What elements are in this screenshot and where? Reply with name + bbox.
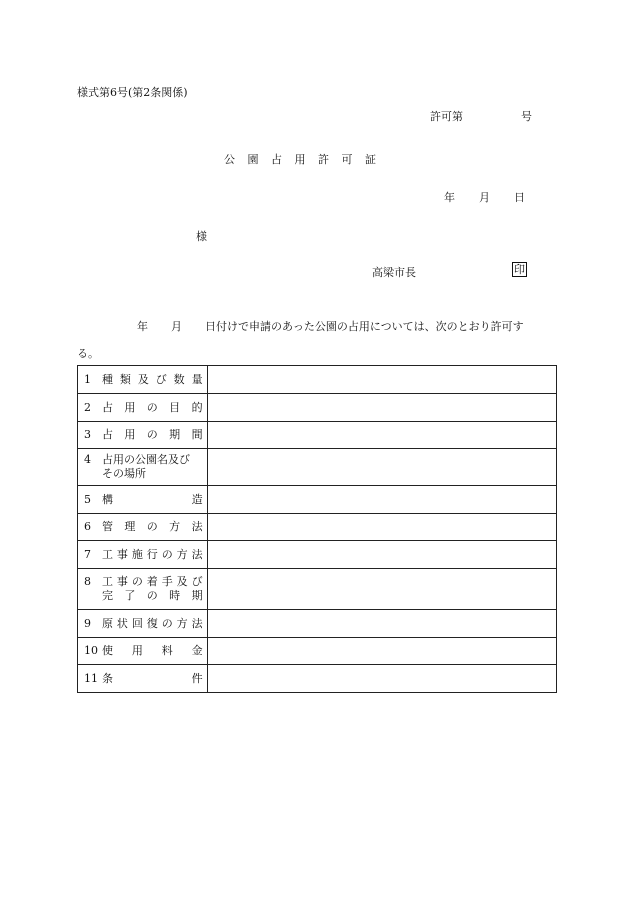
issue-date xyxy=(444,189,525,205)
item-label-cell xyxy=(78,610,208,638)
item-value-cell[interactable] xyxy=(207,366,556,394)
body-month: 月 xyxy=(171,320,182,333)
form-number: 様式第6号(第2条関係) xyxy=(77,86,188,99)
item-number: 10 xyxy=(84,644,98,657)
body-text-line-2: る。 xyxy=(77,347,99,360)
seal-mark: 印 xyxy=(514,263,525,276)
item-label-cell xyxy=(78,665,208,693)
item-value-cell[interactable] xyxy=(207,449,556,486)
item-number: 9 xyxy=(84,616,91,630)
item-label-line: 占用の公園名及び xyxy=(102,453,190,466)
table-row xyxy=(78,638,557,665)
permit-items-table xyxy=(77,365,557,693)
item-number: 2 xyxy=(84,400,91,414)
table-row xyxy=(78,569,557,610)
item-label-cell xyxy=(78,394,208,422)
item-number: 1 xyxy=(84,372,91,386)
item-label: 占用の目的 xyxy=(102,400,203,414)
item-number: 6 xyxy=(84,520,91,533)
permit-number-line xyxy=(430,108,532,124)
item-value-cell[interactable] xyxy=(207,569,556,610)
item-label-cell xyxy=(78,514,208,541)
item-label-cell xyxy=(78,541,208,569)
permit-number-prefix: 許可第 xyxy=(430,110,463,123)
permit-number-suffix: 号 xyxy=(521,110,532,123)
item-label: 構造 xyxy=(102,492,203,506)
issue-date-month: 月 xyxy=(479,191,490,204)
item-number: 3 xyxy=(84,428,91,441)
body-text: 日付けで申請のあった公園の占用については、次のとおり許可す xyxy=(205,320,524,333)
table-row xyxy=(78,541,557,569)
table-row xyxy=(78,514,557,541)
item-label-cell xyxy=(78,638,208,665)
table-row xyxy=(78,610,557,638)
item-value-cell[interactable] xyxy=(207,665,556,693)
item-value-cell[interactable] xyxy=(207,394,556,422)
document-title: 公園占用許可証 xyxy=(224,153,389,166)
issue-date-day: 日 xyxy=(514,191,525,204)
body-year: 年 xyxy=(137,320,148,333)
table-row xyxy=(78,486,557,514)
item-value-cell[interactable] xyxy=(207,541,556,569)
item-number: 11 xyxy=(84,671,98,685)
item-value-cell[interactable] xyxy=(207,486,556,514)
issue-date-year: 年 xyxy=(444,191,455,204)
item-value-cell[interactable] xyxy=(207,514,556,541)
item-label: 種類及び数量 xyxy=(102,372,203,386)
item-number: 4 xyxy=(84,453,91,466)
item-number: 8 xyxy=(84,575,91,588)
item-value-cell[interactable] xyxy=(207,610,556,638)
addressee-suffix: 様 xyxy=(196,230,207,243)
item-value-cell[interactable] xyxy=(207,422,556,449)
item-label: 原状回復の方法 xyxy=(102,616,203,630)
item-label: 使用料金 xyxy=(102,644,203,657)
issuer-name: 高梁市長 xyxy=(372,266,416,279)
body-text-line-1 xyxy=(137,318,524,334)
item-label-cell xyxy=(78,569,208,610)
table-row xyxy=(78,422,557,449)
table-row xyxy=(78,449,557,486)
item-label: 管理の方法 xyxy=(102,520,203,533)
item-label-line: その場所 xyxy=(102,467,146,480)
item-label-line: 工事の着手及び xyxy=(102,575,203,588)
item-number: 5 xyxy=(84,492,91,506)
table-row xyxy=(78,665,557,693)
item-label-cell xyxy=(78,449,208,486)
item-label: 条件 xyxy=(102,671,203,685)
item-number: 7 xyxy=(84,547,91,561)
table-row xyxy=(78,394,557,422)
table-row xyxy=(78,366,557,394)
item-label-cell xyxy=(78,486,208,514)
item-label: 工事施行の方法 xyxy=(102,547,203,561)
item-label-cell xyxy=(78,422,208,449)
item-label: 占用の期間 xyxy=(102,428,203,441)
item-label-cell xyxy=(78,366,208,394)
item-value-cell[interactable] xyxy=(207,638,556,665)
item-label-line: 完了の時期 xyxy=(102,589,203,602)
